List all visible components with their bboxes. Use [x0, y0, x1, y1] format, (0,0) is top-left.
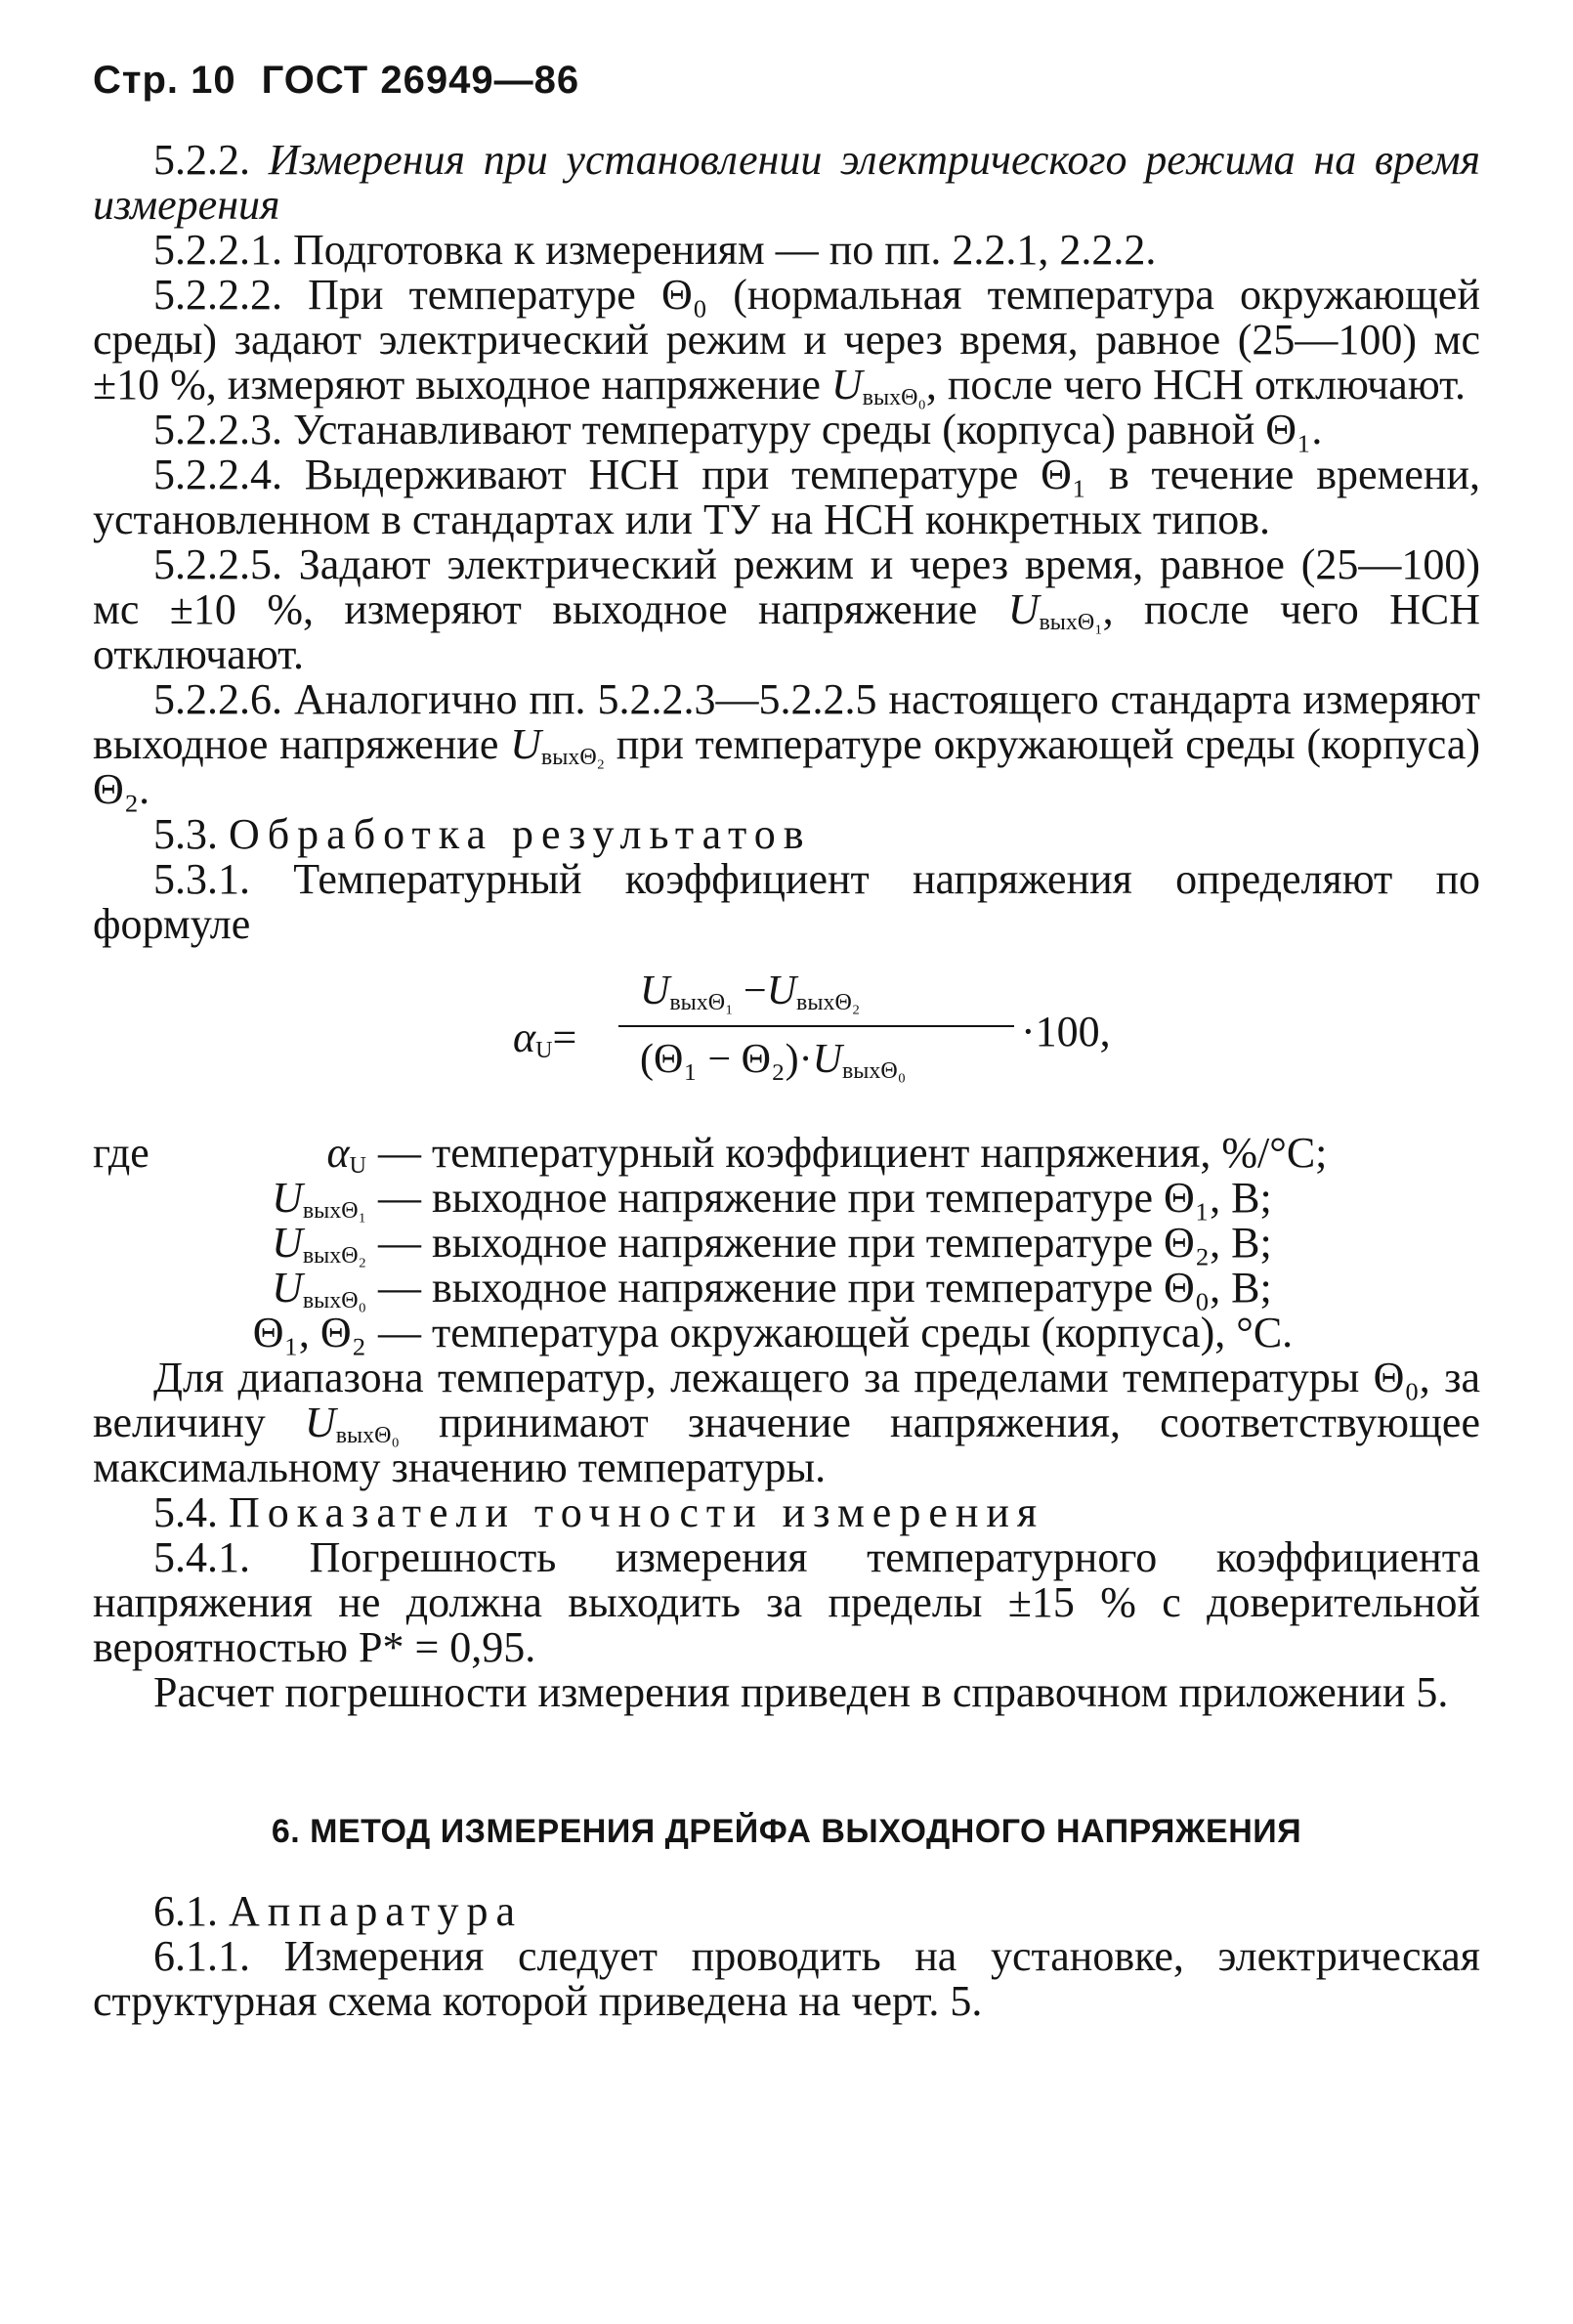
fraction-bar [618, 1025, 1014, 1027]
paragraph-5-2-2-3: 5.2.2.3. Устанавливают температуру среды (корпуса) равной Θ₁. [153, 406, 1323, 453]
numerator-subscript-1: выхΘ₁ [669, 990, 734, 1015]
voltage-symbol: U [766, 968, 797, 1013]
subsection-title: Измерения при установлении электрического режима на время измерения [93, 136, 1480, 229]
voltage-subscript: выхΘ₀ [862, 385, 926, 410]
voltage-subscript: выхΘ₂ [540, 745, 606, 770]
legend-description: — температура окружающей среды (корпуса), °С. [378, 1309, 1294, 1356]
paragraph-5-2-2-4: 5.2.2.4. Выдерживают НСН при температуре Θ₁ в течение времени, установленном в стандартах или ТУ на НСН конкретных типов. [93, 451, 1480, 543]
voltage-symbol: U [1007, 585, 1040, 633]
paragraph-5-2-2-1: 5.2.2.1. Подготовка к измерениям — по пп. 2.2.1, 2.2.2. [153, 226, 1157, 274]
temperature-coefficient-formula [93, 961, 1480, 1127]
subsection-number: 5.4. [153, 1488, 218, 1536]
subsection-6-1-heading [93, 1889, 1480, 1934]
paragraph-text: , после чего НСН отключают. [93, 585, 1480, 678]
symbol-letter: α [326, 1129, 350, 1177]
paragraph-text: , после чего НСН отключают. [925, 361, 1467, 409]
voltage-subscript: выхΘ₀ [335, 1423, 400, 1448]
alpha-subscript: U [535, 1038, 553, 1063]
page-header [93, 59, 1480, 103]
subsection-title: Обработка результатов [229, 810, 812, 858]
legend-symbol [93, 1129, 378, 1179]
symbol-letter: U [272, 1219, 303, 1267]
legend-description: — выходное напряжение при температуре Θ₀, В; [378, 1264, 1272, 1312]
formula-denominator [640, 1037, 906, 1082]
voltage-symbol: U [812, 1037, 842, 1082]
legend-description: — температурный коэффициент напряжения, %/°С; [378, 1129, 1328, 1177]
page-number: Стр. 10 [93, 59, 236, 102]
formula-lhs [513, 1013, 577, 1063]
where-label: где [93, 1129, 149, 1177]
symbol-letter: Θ₁, Θ₂ [252, 1309, 366, 1356]
body-text [93, 138, 1480, 2024]
voltage-symbol: U [640, 968, 670, 1013]
equals-sign: = [552, 1013, 577, 1061]
paragraph-5-2-2-5 [93, 542, 1480, 677]
symbol-letter: U [272, 1264, 303, 1312]
symbol-subscript: выхΘ₂ [302, 1243, 366, 1269]
legend-row [93, 1311, 1480, 1356]
subsection-number: 5.3. [153, 810, 218, 858]
voltage-subscript: выхΘ₁ [1039, 610, 1103, 635]
legend-symbol [93, 1311, 378, 1356]
legend-row [93, 1129, 1480, 1179]
paragraph-5-3-1: 5.3.1. Температурный коэффициент напряжения определяют по формуле [93, 855, 1480, 948]
paragraph-text: принимают значение напряжения, соответствующее максимальному значению температуры. [93, 1399, 1480, 1491]
subsection-title: Аппаратура [229, 1887, 523, 1935]
formula-numerator [640, 968, 860, 1013]
legend-description: — выходное напряжение при температуре Θ₁, В; [378, 1174, 1272, 1222]
paragraph-text: 5.2.2.5. Задают электрический режим и через время, равное (25—100) мс ±10 %, измеряют выходное напряжение [93, 540, 1480, 633]
paragraph-text: 5.2.2.6. Аналогично пп. 5.2.2.3—5.2.2.5 настоящего стандарта измеряют выходное напряжение [93, 675, 1480, 768]
denominator-subscript: выхΘ₀ [841, 1058, 907, 1084]
legend-row [93, 1219, 1480, 1269]
symbol-subscript: выхΘ₀ [302, 1288, 366, 1313]
formula-legend [93, 1131, 1480, 1356]
voltage-symbol: U [830, 361, 863, 409]
gost-number: ГОСТ 26949—86 [261, 59, 580, 102]
denominator-text: (Θ₁ − Θ₂)· [640, 1037, 813, 1082]
subsection-5-4-heading [93, 1490, 1480, 1535]
symbol-subscript: выхΘ₁ [302, 1198, 366, 1224]
subsection-5-3-heading [93, 812, 1480, 857]
legend-symbol [93, 1174, 378, 1224]
paragraph-6-1-1: 6.1.1. Измерения следует проводить на установке, электрическая структурная схема которой приведена на черт. 5. [93, 1932, 1480, 2025]
paragraph-5-2-2-2 [93, 273, 1480, 408]
subsection-title: Показатели точности измерения [229, 1488, 1045, 1536]
numerator-subscript-2: выхΘ₂ [796, 990, 861, 1015]
paragraph-5-4-1: 5.4.1. Погрешность измерения температурного коэффициента напряжения не должна выходить за пределы ±15 % с доверительной вероятностью P* = 0,95. [93, 1533, 1480, 1671]
section-6-heading: 6. МЕТОД ИЗМЕРЕНИЯ ДРЕЙФА ВЫХОДНОГО НАПРЯЖЕНИЯ [271, 1813, 1302, 1850]
paragraph-text: при температуре окружающей среды (корпуса) Θ₂. [93, 720, 1480, 813]
symbol-subscript: U [349, 1153, 366, 1179]
subsection-number: 6.1. [153, 1887, 218, 1935]
paragraph-error-calculation: Расчет погрешности измерения приведен в справочном приложении 5. [153, 1668, 1449, 1716]
paragraph-text: 5.2.2.2. При температуре Θ₀ (нормальная температура окружающей среды) задают электрический режим и через время, равное (25—100) мс ±10 %, измеряют выходное напряжение [93, 271, 1480, 409]
voltage-symbol: U [510, 720, 541, 768]
voltage-symbol: U [304, 1399, 336, 1446]
document-page [93, 59, 1480, 2024]
minus-sign: − [733, 968, 767, 1013]
subsection-5-2-2-heading [93, 138, 1480, 228]
legend-description: — выходное напряжение при температуре Θ₂, В; [378, 1219, 1272, 1267]
legend-symbol [93, 1266, 378, 1311]
legend-row [93, 1174, 1480, 1224]
subsection-number: 5.2.2. [153, 136, 250, 184]
paragraph-temperature-range [93, 1356, 1480, 1490]
formula-multiplier: ·100, [1021, 1008, 1111, 1055]
paragraph-5-2-2-6 [93, 677, 1480, 812]
symbol-letter: U [272, 1174, 303, 1222]
legend-row [93, 1266, 1480, 1311]
legend-symbol [93, 1219, 378, 1269]
alpha-symbol: α [513, 1013, 536, 1061]
paragraph-text: Для диапазона температур, лежащего за пределами температуры Θ₀, за величину [93, 1354, 1480, 1446]
